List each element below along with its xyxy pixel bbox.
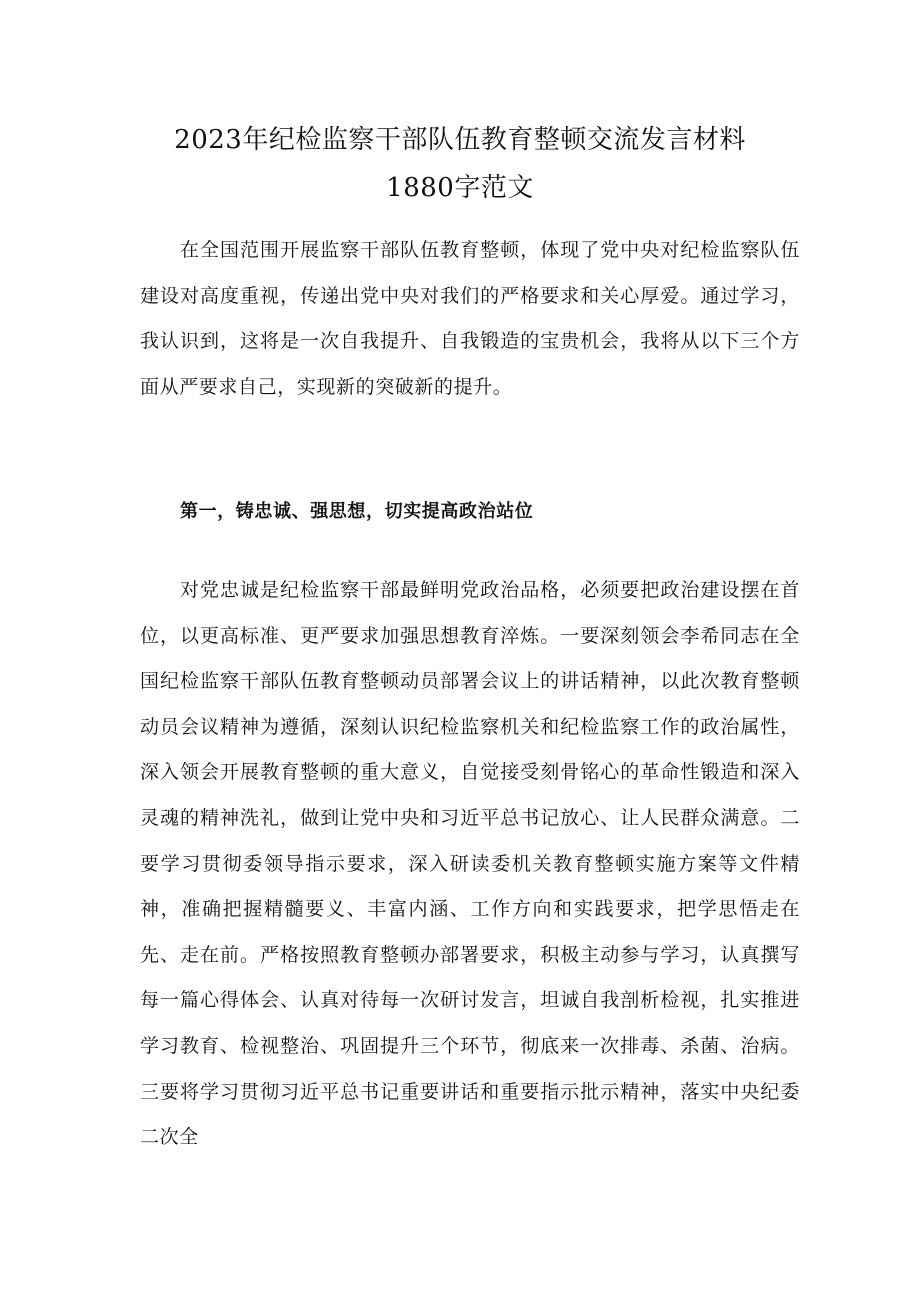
section-heading-1: 第一，铸忠诚、强思想，切实提高政治站位 (180, 501, 534, 522)
document-title-line2: 1880字范文 (386, 173, 534, 203)
document-title-line1: 2023年纪检监察干部队伍教育整顿交流发言材料 (174, 125, 746, 155)
intro-paragraph: 在全国范围开展监察干部队伍教育整顿，体现了党中央对纪检监察队伍建设对高度重视，传递出党中央对我们的严格要求和关心厚爱。通过学习，我认识到，这将是一次自我提升、自我锻造的宝贵机会，我将从以下三个方面从严要求自己，实现新的突破新的提升。 (140, 239, 800, 398)
section1-paragraph: 对党忠诚是纪检监察干部最鲜明党政治品格，必须要把政治建设摆在首位，以更高标准、更严要求加强思想教育淬炼。一要深刻领会李希同志在全国纪检监察干部队伍教育整顿动员部署会议上的讲话精神，以此次教育整顿动员会议精神为遵循，深刻认识纪检监察机关和纪检监察工作的政治属性，深入领会开展教育整顿的重大意义，自觉接受刻骨铭心的革命性锻造和深入灵魂的精神洗礼，做到让党中央和习近平总书记放心、让人民群众满意。二要学习贯彻委领导指示要求，深入研读委机关教育整顿实施方案等文件精神，准确把握精髓要义、丰富内涵、工作方向和实践要求，把学思悟走在先、走在前。严格按照教育整顿办部署要求，积极主动参与学习，认真撰写每一篇心得体会、认真对待每一次研讨发言，坦诚自我剖析检视，扎实推进学习教育、检视整治、巩固提升三个环节，彻底来一次排毒、杀菌、治病。三要将学习贯彻习近平总书记重要讲话和重要指示批示精神，落实中央纪委二次全 (140, 579, 800, 1149)
